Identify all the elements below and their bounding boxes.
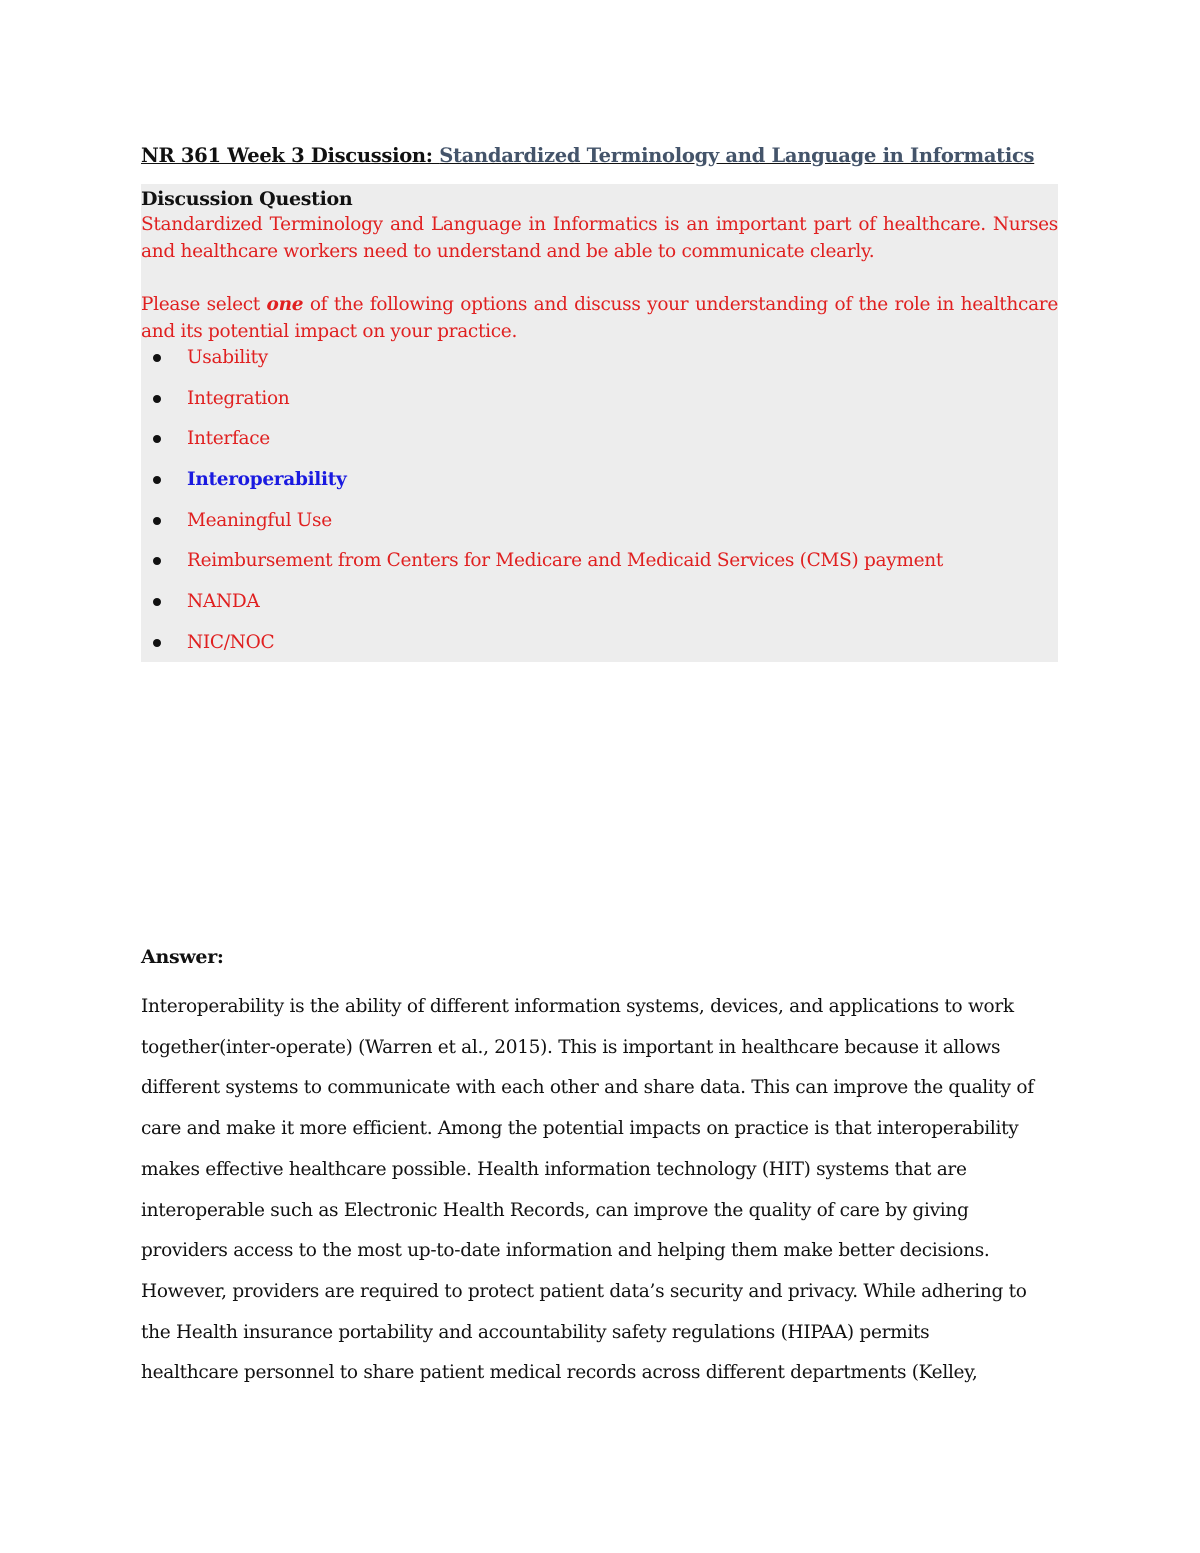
options-list	[141, 345, 1058, 660]
answer-line: makes effective healthcare possible. Health information technology (HIT) systems that are	[141, 1158, 967, 1180]
option-label: Interoperability	[187, 469, 347, 491]
document-page	[141, 140, 1058, 662]
title-topic: Standardized Terminology and Language in Informatics	[439, 144, 1035, 167]
title-prefix: NR 361 Week 3 Discussion:	[141, 144, 440, 167]
option-item	[141, 548, 1058, 589]
option-label: Integration	[187, 387, 290, 409]
option-item-selected	[141, 467, 1058, 508]
question-paragraph-2-start: Please select	[141, 294, 267, 315]
option-item	[141, 386, 1058, 427]
discussion-question-box	[141, 184, 1058, 662]
answer-body	[141, 987, 1071, 1394]
option-label: Usability	[187, 347, 268, 368]
answer-line: However, providers are required to protect patient data’s security and privacy. While adhering to	[141, 1280, 1027, 1302]
bullet-icon	[153, 639, 161, 647]
answer-line: interoperable such as Electronic Health Records, can improve the quality of care by giving	[141, 1199, 969, 1221]
option-item	[141, 589, 1058, 630]
bullet-icon	[153, 476, 161, 484]
answer-label: Answer:	[141, 946, 224, 968]
question-paragraph-2	[141, 292, 1058, 345]
document-title	[141, 140, 1058, 172]
option-label: NIC/NOC	[187, 631, 275, 653]
option-item	[141, 508, 1058, 549]
question-emphasis: one	[266, 294, 304, 315]
answer-line: together(inter-operate) (Warren et al., 2015). This is important in healthcare because it allows	[141, 1036, 1001, 1058]
bullet-icon	[153, 435, 161, 443]
option-item	[141, 630, 1058, 660]
answer-line: healthcare personnel to share patient medical records across different departments (Kelley,	[141, 1362, 978, 1384]
option-label: Interface	[187, 428, 270, 450]
option-item	[141, 426, 1058, 467]
question-paragraph-1: Standardized Terminology and Language in Informatics is an important part of healthcare. Nurses and healthcare workers need to understand and be able to communicate clearly.	[141, 214, 1058, 262]
answer-line: different systems to communicate with each other and share data. This can improve the quality of	[141, 1077, 1034, 1099]
bullet-icon	[153, 517, 161, 525]
answer-line: providers access to the most up-to-date information and helping them make better decisions.	[141, 1240, 990, 1262]
bullet-icon	[153, 354, 161, 362]
option-label: Meaningful Use	[187, 509, 332, 531]
option-label: NANDA	[187, 591, 260, 613]
option-label: Reimbursement from Centers for Medicare and Medicaid Services (CMS) payment	[187, 550, 944, 572]
answer-line: care and make it more efficient. Among the potential impacts on practice is that interoperability	[141, 1118, 1019, 1140]
bullet-icon	[153, 598, 161, 606]
answer-line: Interoperability is the ability of different information systems, devices, and applications to work	[141, 996, 1014, 1017]
bullet-icon	[153, 395, 161, 403]
bullet-icon	[153, 557, 161, 565]
answer-line: the Health insurance portability and accountability safety regulations (HIPAA) permits	[141, 1321, 930, 1343]
question-heading: Discussion Question	[141, 188, 353, 210]
option-item	[141, 345, 1058, 386]
question-paragraph-2-end: of the following options and discuss your understanding of the role in healthcare and its potential impact on your practice.	[141, 294, 1058, 342]
